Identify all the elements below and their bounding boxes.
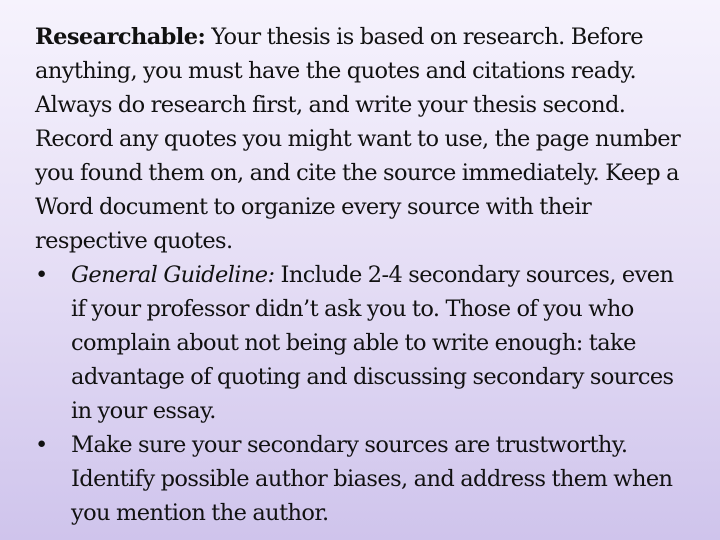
intro-paragraph <box>35 20 690 258</box>
bullet-glyph: • <box>35 262 48 288</box>
intro-lead: Researchable: <box>35 24 206 50</box>
bullet-text: Make sure your secondary sources are trustworthy. Identify possible author biases, and address them when you mention the author. <box>71 432 673 526</box>
intro-text: Your thesis is based on research. Before anything, you must have the quotes and citations ready. Always do research first, and write your thesis second. Record any quotes you might want to use, the page number you found them on, and cite the source immediately. Keep a Word document to organize every source with their respective quotes. <box>35 24 681 254</box>
bullet-item-general-guideline <box>35 258 690 428</box>
bullet-list <box>35 258 690 530</box>
bullet-text: Include 2-4 secondary sources, even if your professor didn’t ask you to. Those of you who complain about not being able to write enough: take advantage of quoting and discussing secondary sources in your essay. <box>71 262 674 424</box>
bullet-glyph: • <box>35 432 48 458</box>
bullet-item-trustworthy-sources <box>35 428 690 530</box>
bullet-lead: General Guideline: <box>71 262 275 288</box>
